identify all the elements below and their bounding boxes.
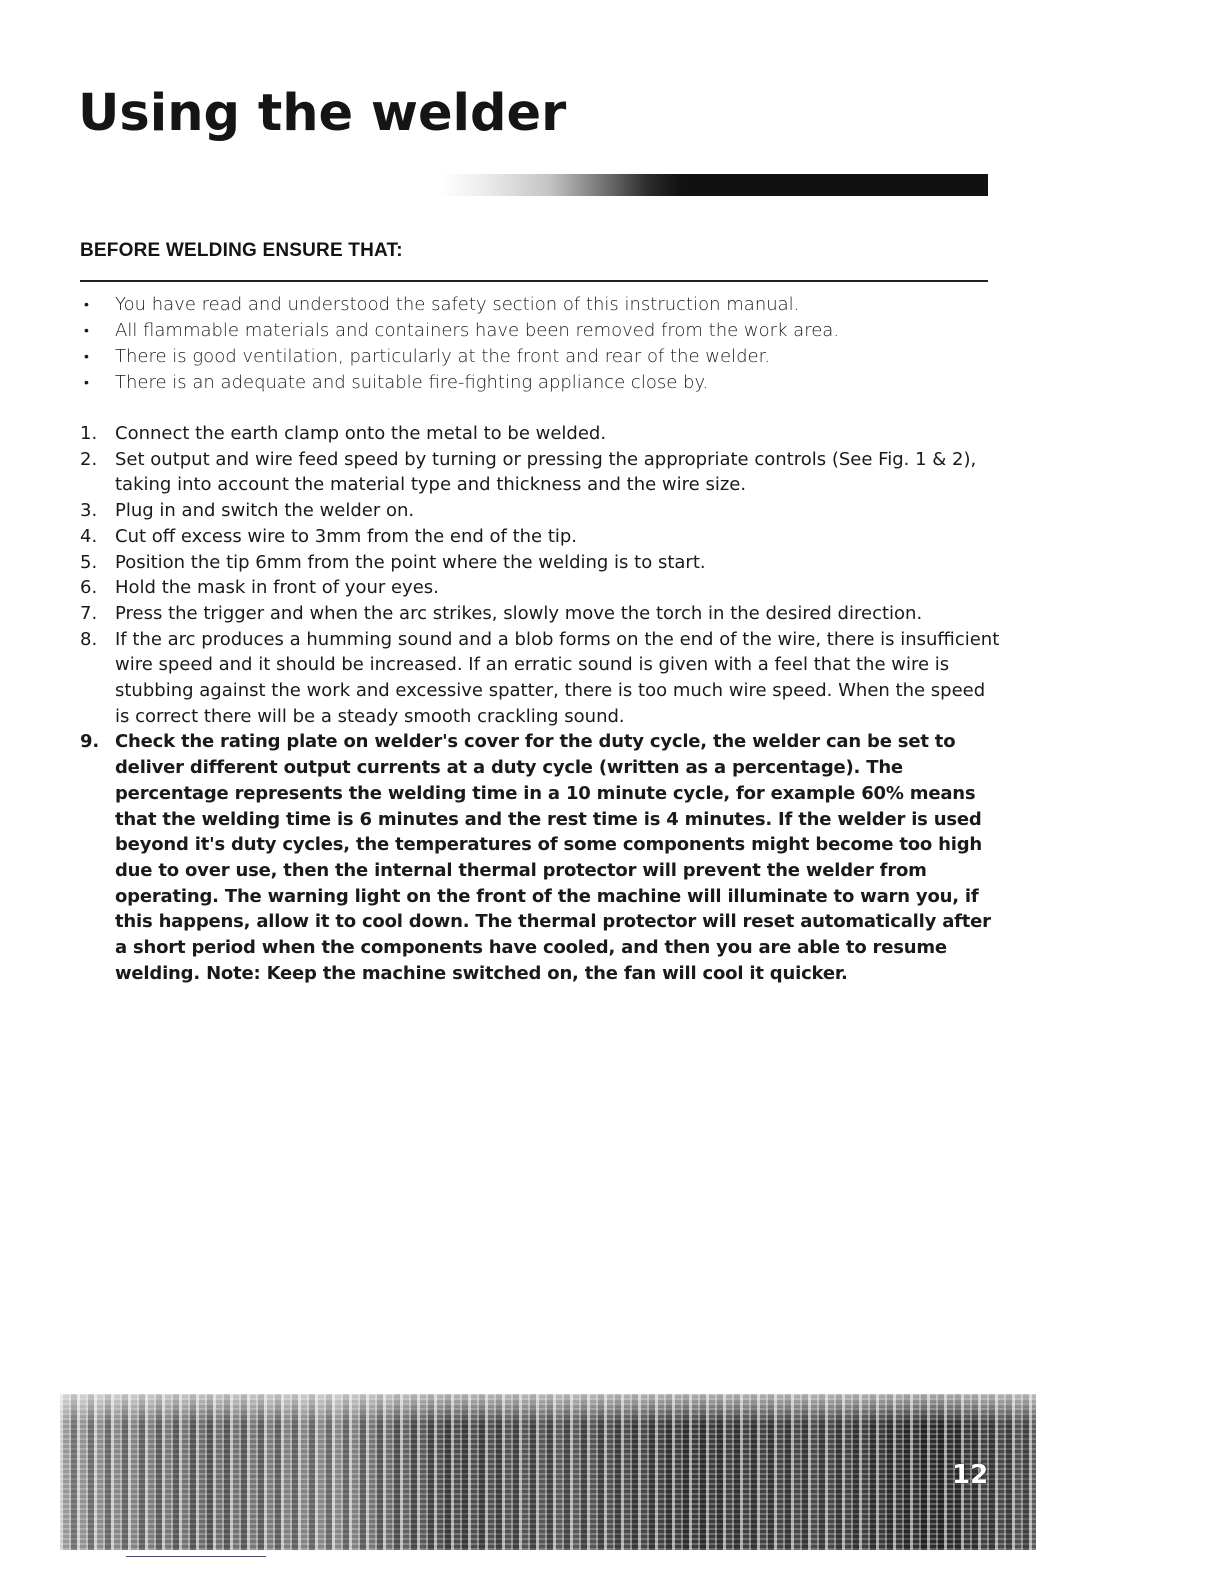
step-item [80,524,1000,550]
list-item: • You have read and understood the safety section of this instruction manual. [80,292,1000,318]
bullet-icon: • [84,323,89,339]
step-text: Position the tip 6mm from the point where the welding is to start. [115,551,706,573]
step-text: Set output and wire feed speed by turning or pressing the appropriate controls (See Fig. 1 & 2), taking into account the material type and thickness and the wire size. [115,448,977,496]
step-item [80,627,1000,730]
step-item [80,601,1000,627]
step-item [80,421,1000,447]
step-number: 7. [80,602,98,624]
step-number: 5. [80,551,98,573]
step-text: Cut off excess wire to 3mm from the end of the tip. [115,525,578,547]
step-text: Check the rating plate on welder's cover for the duty cycle, the welder can be set to deliver different output currents at a duty cycle (written as a percentage). The percentage represents the welding time in a 10 minute cycle, for example 60% means that the welding time is 6 minutes and the rest time is 4 minutes. If the welder is used beyond it's duty cycles, the temperatures of some components might become too high due to over use, then the internal thermal protector will prevent the welder from operating. The warning light on the front of the machine will illuminate to warn you, if this happens, allow it to cool down. The thermal protector will reset automatically after a short period when the components have cooled, and then you are able to resume welding. Note: Keep the machine switched on, the fan will cool it quicker. [115,731,991,984]
step-text: Press the trigger and when the arc strikes, slowly move the torch in the desired direction. [115,602,923,624]
scan-artifact-line [126,1556,266,1557]
step-number: 9. [80,731,99,753]
bullet-icon: • [84,349,89,365]
bullet-icon: • [84,297,89,313]
step-text: Hold the mask in front of your eyes. [115,577,439,599]
step-item [80,447,1000,498]
page-number: 12 [952,1460,989,1490]
step-text: If the arc produces a humming sound and a blob forms on the end of the wire, there is insufficient wire speed and it should be increased. If an erratic sound is given with a feel that the wire is stubbing against the work and excessive spatter, there is too much wire speed. When the speed is correct there will be a steady smooth crackling sound. [115,628,1000,727]
step-number: 6. [80,577,98,599]
title-accent-bar [440,174,988,196]
list-item: • There is an adequate and suitable fire-fighting appliance close by. [80,370,1000,396]
step-item [80,498,1000,524]
step-text: Connect the earth clamp onto the metal to be welded. [115,423,607,444]
precaution-list [80,292,1000,396]
step-item [80,550,1000,576]
list-item: • All flammable materials and containers have been removed from the work area. [80,318,1000,344]
step-text: Plug in and switch the welder on. [115,500,415,522]
page-title: Using the welder [78,84,567,143]
step-number: 1. [80,423,98,444]
list-item: • There is good ventilation, particularly at the front and rear of the welder. [80,344,1000,370]
section-heading: BEFORE WELDING ENSURE THAT: [80,240,403,261]
step-number: 2. [80,448,98,470]
step-number: 4. [80,525,98,547]
bullet-icon: • [84,375,89,391]
step-number: 8. [80,628,98,650]
footer-texture-band [60,1394,1036,1550]
welding-steps [80,421,1000,986]
section-divider [80,280,988,282]
step-item-duty-cycle [80,729,1000,986]
step-item [80,575,1000,601]
step-number: 3. [80,500,98,522]
